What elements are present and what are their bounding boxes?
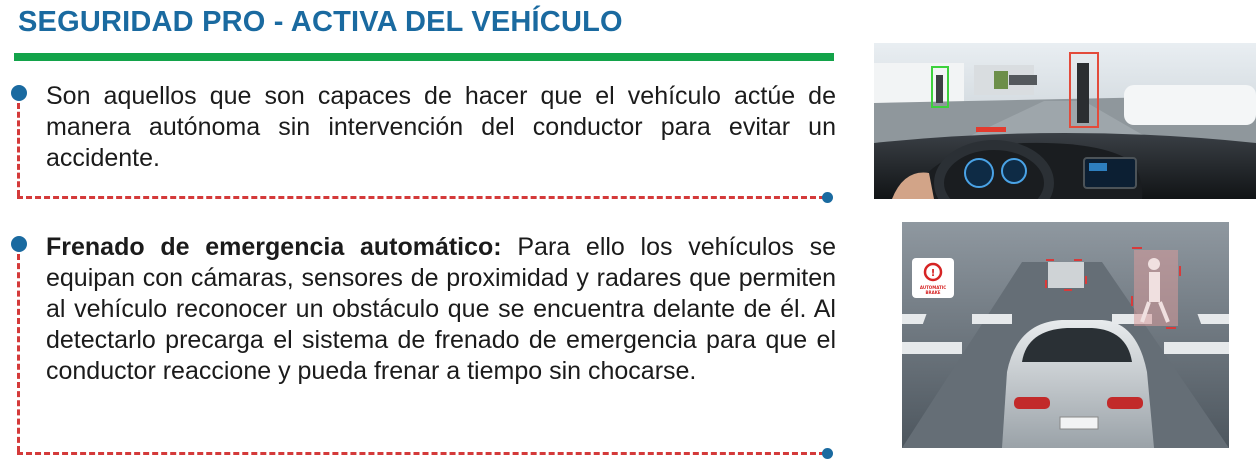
paragraph-text: Son aquellos que son capaces de hacer que el vehículo actúe de manera autónoma sin intervención del conductor para evitar un accidente. [46,82,836,172]
bullet-end-icon [822,448,833,459]
automatic-emergency-brake-icon [902,222,1229,448]
section-2-text [46,232,836,387]
dashed-divider-horizontal [17,452,825,455]
paragraph-text: Para ello los vehículos se equipan con cámaras, sensores de proximidad y radares que permiten al vehículo reconocer un obstáculo que se encuentra delante de él. Al detectarlo precarga el sistema de frenado de emergencia para que el conductor reaccione y pueda frenar a tiempo sin chocarse. [46,233,836,385]
dashed-divider-vertical [17,103,20,196]
svg-text:!: ! [930,268,936,279]
dashed-divider-horizontal [17,196,825,199]
automatic-brake-photo [902,222,1229,448]
section-2-heading: Frenado de emergencia automático: [46,233,502,261]
page-title: SEGURIDAD PRO - ACTIVA DEL VEHÍCULO [18,6,623,38]
car-dashboard-pedestrian-detection-icon [874,43,1256,199]
svg-text:BRAKE: BRAKE [925,290,941,295]
svg-text:AUTOMATIC: AUTOMATIC [919,285,947,290]
section-1-text [46,81,836,174]
bullet-icon [11,236,27,252]
title-underline [14,53,834,61]
bullet-end-icon [822,192,833,203]
dashed-divider-vertical [17,254,20,452]
car-dashboard-photo [874,43,1256,199]
bullet-icon [11,85,27,101]
